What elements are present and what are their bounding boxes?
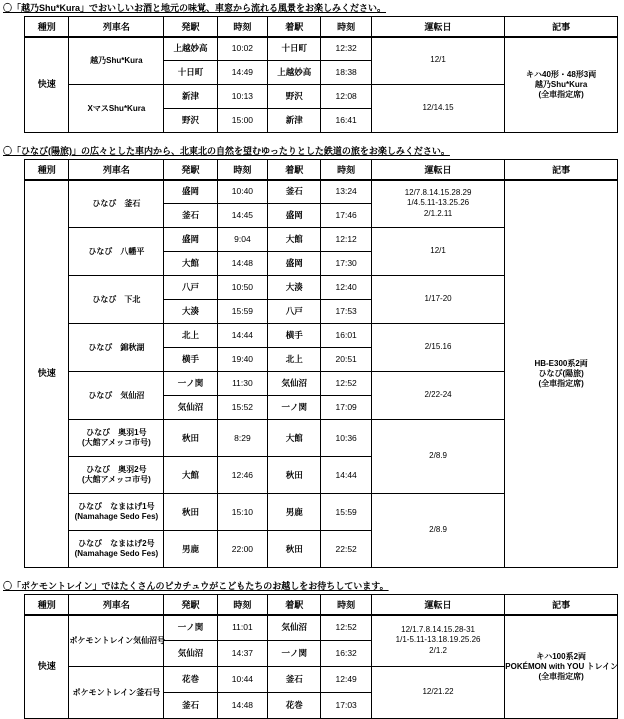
col-header-1: 列車名	[69, 17, 164, 37]
cell-line: キハ40形・48形3両	[526, 69, 597, 79]
cell-station: 野沢	[164, 109, 217, 133]
col-header-5: 時刻	[321, 160, 371, 180]
cell-time: 12:49	[321, 667, 371, 693]
cell-operating-days: 1/17-20	[371, 276, 504, 324]
cell-time: 16:32	[321, 641, 371, 667]
cell-station: 盛岡	[164, 180, 217, 204]
cell-time: 10:40	[217, 180, 267, 204]
cell-operating-days: 2/22-24	[371, 372, 504, 420]
cell-time: 12:52	[321, 615, 371, 641]
cell-station: 気仙沼	[164, 396, 217, 420]
cell-time: 14:48	[217, 693, 267, 719]
cell-train-name	[69, 420, 164, 457]
cell-train-type: 快速	[25, 180, 69, 568]
cell-station: 北上	[268, 348, 321, 372]
col-header-3: 時刻	[217, 595, 267, 615]
timetable-row	[25, 180, 618, 204]
cell-time: 17:30	[321, 252, 371, 276]
cell-time: 14:48	[217, 252, 267, 276]
cell-time: 12:46	[217, 457, 267, 494]
col-header-3: 時刻	[217, 17, 267, 37]
cell-train-type: 快速	[25, 37, 69, 133]
cell-line: 1/1-5.11-13.18.19.25.26	[395, 635, 481, 645]
cell-line: (大館アメッコ市号)	[81, 475, 151, 484]
cell-line: ひなび なまはげ1号	[78, 502, 155, 511]
cell-station: 男鹿	[268, 494, 321, 531]
cell-train-name: ひなび 釜石	[69, 180, 164, 228]
section-pokemon	[3, 580, 624, 719]
cell-time: 22:00	[217, 531, 267, 568]
cell-operating-days: 12/14.15	[371, 85, 504, 133]
cell-operating-days: 2/8.9	[371, 494, 504, 568]
cell-time: 16:41	[321, 109, 371, 133]
col-header-3: 時刻	[217, 160, 267, 180]
cell-line: キハ100系2両	[536, 651, 587, 661]
col-header-0: 種別	[25, 160, 69, 180]
cell-time: 10:50	[217, 276, 267, 300]
cell-operating-days	[371, 615, 504, 667]
cell-line: HB-E300系2両	[534, 358, 588, 368]
cell-station: 気仙沼	[268, 372, 321, 396]
cell-time: 14:45	[217, 204, 267, 228]
cell-train-name	[69, 531, 164, 568]
cell-operating-days: 12/1	[371, 37, 504, 85]
cell-operating-days: 12/1	[371, 228, 504, 276]
col-header-1: 列車名	[69, 160, 164, 180]
cell-station: 釜石	[164, 204, 217, 228]
section-title-hinabi: 〇「ひなび(陽旅)」の広々とした車内から、北東北の自然を望むゆったりとした鉄道の旅をお楽しみください。	[3, 146, 450, 156]
cell-time: 17:46	[321, 204, 371, 228]
cell-train-name: ポケモントレイン釜石号	[69, 667, 164, 719]
col-header-0: 種別	[25, 595, 69, 615]
cell-train-name: XマスShu*Kura	[69, 85, 164, 133]
cell-remarks	[505, 180, 618, 568]
cell-station: 北上	[164, 324, 217, 348]
cell-operating-days: 2/8.9	[371, 420, 504, 494]
timetable-row	[25, 615, 618, 641]
cell-line: 12/1.7.8.14.15.28-31	[401, 624, 475, 634]
cell-station: 盛岡	[268, 204, 321, 228]
cell-time: 15:10	[217, 494, 267, 531]
hinabi-timetable	[24, 159, 618, 568]
cell-station: 新津	[164, 85, 217, 109]
col-header-5: 時刻	[321, 595, 371, 615]
cell-station: 横手	[164, 348, 217, 372]
pokemon-train-timetable	[24, 594, 618, 719]
cell-time: 9:04	[217, 228, 267, 252]
cell-time: 14:49	[217, 61, 267, 85]
cell-station: 新津	[268, 109, 321, 133]
cell-station: 秋田	[268, 457, 321, 494]
cell-line: (全車指定席)	[538, 89, 584, 99]
cell-station: 八戸	[268, 300, 321, 324]
cell-remarks	[505, 615, 618, 719]
col-header-0: 種別	[25, 17, 69, 37]
col-header-4: 着駅	[268, 595, 321, 615]
cell-station: 秋田	[268, 531, 321, 568]
cell-station: 一ノ関	[164, 615, 217, 641]
cell-time: 12:52	[321, 372, 371, 396]
cell-train-name	[69, 494, 164, 531]
cell-time: 8:29	[217, 420, 267, 457]
cell-station: 盛岡	[164, 228, 217, 252]
cell-time: 11:30	[217, 372, 267, 396]
cell-train-name: 越乃Shu*Kura	[69, 37, 164, 85]
col-header-4: 着駅	[268, 160, 321, 180]
cell-train-name	[69, 457, 164, 494]
cell-time: 10:13	[217, 85, 267, 109]
cell-station: 盛岡	[268, 252, 321, 276]
cell-time: 19:40	[217, 348, 267, 372]
cell-station: 上越妙高	[268, 61, 321, 85]
cell-line: 12/7.8.14.15.28.29	[404, 187, 472, 197]
cell-station: 大館	[268, 228, 321, 252]
col-header-2: 発駅	[164, 17, 217, 37]
cell-train-name: ひなび 錦秋湖	[69, 324, 164, 372]
cell-station: 大湊	[268, 276, 321, 300]
col-header-5: 時刻	[321, 17, 371, 37]
cell-line: (全車指定席)	[538, 671, 584, 681]
cell-time: 18:38	[321, 61, 371, 85]
cell-station: 花巻	[164, 667, 217, 693]
col-header-2: 発駅	[164, 160, 217, 180]
cell-line: ひなび(陽旅)	[538, 368, 584, 378]
cell-station: 横手	[268, 324, 321, 348]
cell-station: 大館	[268, 420, 321, 457]
cell-time: 14:44	[217, 324, 267, 348]
cell-time: 20:51	[321, 348, 371, 372]
cell-line: 2/1.2.11	[423, 209, 453, 219]
cell-station: 男鹿	[164, 531, 217, 568]
cell-station: 野沢	[268, 85, 321, 109]
col-header-2: 発駅	[164, 595, 217, 615]
cell-line: 越乃Shu*Kura	[534, 79, 588, 89]
cell-time: 11:01	[217, 615, 267, 641]
cell-time: 17:53	[321, 300, 371, 324]
cell-station: 大館	[164, 252, 217, 276]
cell-line: (全車指定席)	[538, 378, 584, 388]
cell-station: 一ノ関	[164, 372, 217, 396]
cell-station: 八戸	[164, 276, 217, 300]
cell-station: 一ノ関	[268, 396, 321, 420]
cell-station: 気仙沼	[268, 615, 321, 641]
cell-time: 12:40	[321, 276, 371, 300]
shukura-timetable	[24, 16, 618, 133]
cell-line: (大館アメッコ市号)	[81, 438, 151, 447]
cell-station: 上越妙高	[164, 37, 217, 61]
col-header-6: 運転日	[371, 160, 504, 180]
cell-train-name: ひなび 下北	[69, 276, 164, 324]
col-header-7: 記事	[505, 595, 618, 615]
cell-time: 10:44	[217, 667, 267, 693]
cell-time: 10:02	[217, 37, 267, 61]
cell-station: 一ノ関	[268, 641, 321, 667]
cell-time: 22:52	[321, 531, 371, 568]
cell-line: 1/4.5.11-13.25.26	[407, 198, 470, 208]
cell-time: 17:09	[321, 396, 371, 420]
cell-time: 16:01	[321, 324, 371, 348]
timetable-row	[25, 37, 618, 61]
cell-operating-days: 12/21.22	[371, 667, 504, 719]
cell-train-name: ポケモントレイン気仙沼号	[69, 615, 164, 667]
cell-remarks	[505, 37, 618, 133]
cell-time: 12:32	[321, 37, 371, 61]
cell-time: 15:59	[321, 494, 371, 531]
col-header-7: 記事	[505, 160, 618, 180]
cell-time: 13:24	[321, 180, 371, 204]
cell-station: 釜石	[164, 693, 217, 719]
cell-operating-days	[371, 180, 504, 228]
cell-train-type: 快速	[25, 615, 69, 719]
col-header-1: 列車名	[69, 595, 164, 615]
cell-station: 十日町	[164, 61, 217, 85]
cell-line: POKÉMON with YOU トレイン	[505, 661, 619, 671]
section-shukura	[3, 2, 624, 133]
cell-time: 10:36	[321, 420, 371, 457]
cell-time: 15:00	[217, 109, 267, 133]
cell-line: (Namahage Sedo Fes)	[74, 549, 159, 558]
cell-line: ひなび なまはげ2号	[78, 539, 155, 548]
cell-line: (Namahage Sedo Fes)	[74, 512, 159, 521]
cell-station: 釜石	[268, 180, 321, 204]
cell-station: 気仙沼	[164, 641, 217, 667]
cell-time: 12:12	[321, 228, 371, 252]
col-header-7: 記事	[505, 17, 618, 37]
cell-time: 14:44	[321, 457, 371, 494]
cell-station: 秋田	[164, 420, 217, 457]
cell-train-name: ひなび 八幡平	[69, 228, 164, 276]
cell-time: 17:03	[321, 693, 371, 719]
cell-train-name: ひなび 気仙沼	[69, 372, 164, 420]
cell-line: ひなび 奥羽2号	[86, 465, 147, 474]
cell-station: 十日町	[268, 37, 321, 61]
cell-station: 大湊	[164, 300, 217, 324]
cell-time: 12:08	[321, 85, 371, 109]
col-header-6: 運転日	[371, 595, 504, 615]
cell-time: 15:52	[217, 396, 267, 420]
cell-station: 大館	[164, 457, 217, 494]
cell-station: 釜石	[268, 667, 321, 693]
section-hinabi	[3, 145, 624, 568]
section-title-shukura: 〇「越乃Shu*Kura」でおいしいお酒と地元の味覚、車窓から流れる風景をお楽しみください。	[3, 3, 387, 13]
cell-line: ひなび 奥羽1号	[86, 428, 147, 437]
cell-station: 秋田	[164, 494, 217, 531]
cell-line: 2/1.2	[429, 646, 447, 656]
col-header-4: 着駅	[268, 17, 321, 37]
col-header-6: 運転日	[371, 17, 504, 37]
section-title-pokemon: 〇「ポケモントレイン」ではたくさんのピカチュウがこどもたちのお越しをお待ちしています。	[3, 581, 389, 591]
cell-operating-days: 2/15.16	[371, 324, 504, 372]
cell-time: 14:37	[217, 641, 267, 667]
cell-station: 花巻	[268, 693, 321, 719]
cell-time: 15:59	[217, 300, 267, 324]
